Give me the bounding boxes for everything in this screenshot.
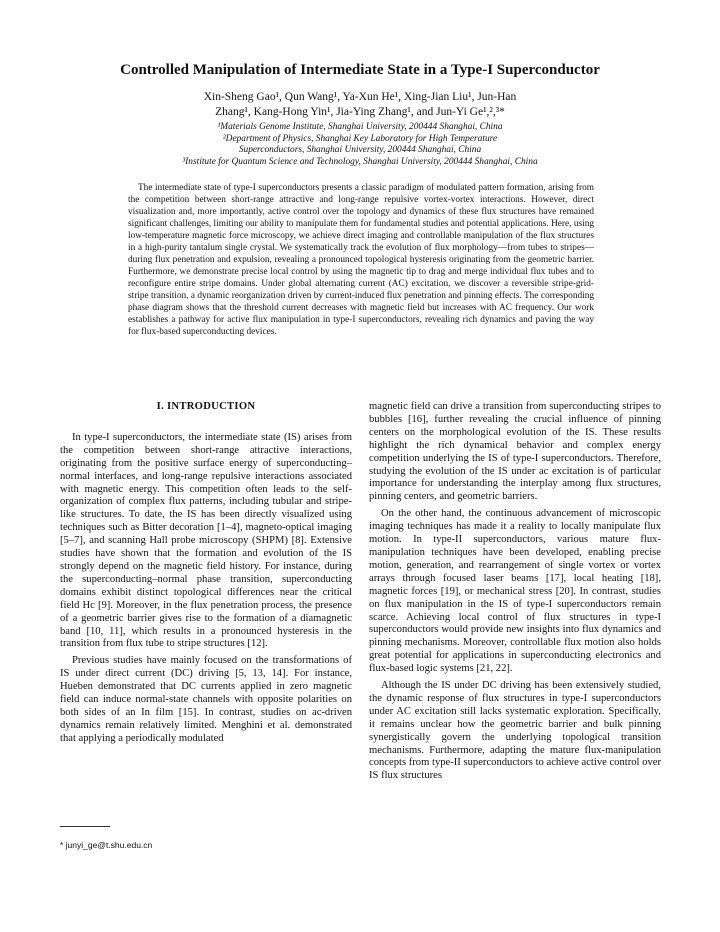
affiliation-line: ¹Materials Genome Institute, Shanghai University, 200444 Shanghai, China [217, 122, 503, 132]
affiliations [110, 122, 610, 168]
body-paragraph: Although the IS under DC driving has been extensively studied, the dynamic response of flux structures in type-I superconductors under AC excitation still lacks systematic exploration. Specifically, it remains unclear how the geometric barrier and bulk pinning synergistically govern the underlying topological transition mechanisms. Furthermore, adapting the mature flux-manipulation concepts from type-II superconductors to achieve active control over IS flux structures [369, 680, 661, 782]
author-list [150, 90, 570, 120]
footnote-divider [60, 826, 110, 827]
author-line: Zhang¹, Kang-Hong Yin¹, Jia-Ying Zhang¹, and Jun-Yi Ge¹,²,³* [215, 106, 505, 118]
footnote-email[interactable]: * junyi_ge@t.shu.edu.cn [60, 840, 153, 850]
section-heading-introduction: I. INTRODUCTION [156, 401, 256, 412]
body-paragraph: In type-I superconductors, the intermediate state (IS) arises from the competition between short-range attractive interactions, originating from the positive surface energy of superconducting–normal interfaces, and long-range repulsive interactions associated with magnetic energy. This competition often leads to the self-organization of complex flux patterns, including tubular and stripe-like structures. To date, the IS has been directly visualized using techniques such as Bitter decoration [1–4], magneto-optical imaging [5–7], and scanning Hall probe microscopy (SHPM) [8]. Extensive studies have shown that the formation and evolution of the IS strongly depend on the magnetic field history. For instance, during the superconducting–normal phase transition, superconducting domains exhibit distinct topological differences near the critical field Hc [9]. Moreover, in the flux penetration process, the presence of a geometric barrier gives rise to the formation of a diamagnetic band [10, 11], which results in a pronounced hysteresis in the transition from flux tube to stripe structures [12]. [60, 431, 352, 650]
left-column [60, 400, 352, 750]
abstract-text: The intermediate state of type-I superconductors presents a classic paradigm of modulated pattern formation, arising from the competition between short-range attractive and long-range repulsive vortex-vortex interactions. However, direct visualization and, more importantly, active control over the topology and dynamics of these flux structures have remained significant challenges, limiting our ability to manipulate them for fundamental studies and potential applications. Here, using low-temperature magnetic force microscopy, we achieve direct imaging and controllable manipulation of the flux structures in a high-purity tantalum single crystal. We systematically track the evolution of flux morphology—from tubes to stripes—during flux penetration and expulsion, revealing a pronounced topological hysteresis originating from the geometric barrier. Furthermore, we demonstrate precise local control by using the magnetic tip to drag and merge individual flux tubes and to reconfigure entire stripe domains. Under global alternating current (AC) excitation, we discover a reversible stripe-grid-stripe transition, a dynamic reorganization driven by current-induced flux penetration and pinning effects. The corresponding phase diagram shows that the threshold current decreases with magnetic field but increases with AC frequency. Our work establishes a pathway for active flux manipulation in type-I superconductors, revealing rich dynamics and paving the way for flux-based superconducting devices. [128, 183, 594, 337]
affiliation-line: ²Department of Physics, Shanghai Key Laboratory for High Temperature [222, 133, 498, 144]
paper-title: Controlled Manipulation of Intermediate State in a Type-I Superconductor [120, 62, 600, 78]
affiliation-line: ³Institute for Quantum Science and Technology, Shanghai University, 200444 Shanghai, China [182, 156, 538, 167]
right-column [369, 401, 661, 787]
author-line: Xin-Sheng Gao¹, Qun Wang¹, Ya-Xun He¹, Xing-Jian Liu¹, Jun-Han [203, 91, 517, 103]
body-paragraph: Previous studies have mainly focused on the transformations of IS under direct current (DC) driving [5, 13, 14]. For instance, Hueben demonstrated that DC currents applied in zero magnetic field can induce normal-state channels with opposite polarities on both sides of an In film [15]. In contrast, studies on ac-driven dynamics remain relatively limited. Menghini et al. demonstrated that applying a periodically modulated [60, 655, 352, 744]
body-paragraph: On the other hand, the continuous advancement of microscopic imaging techniques has made it a reality to locally manipulate flux motion. In type-II superconductors, various mature flux-manipulation techniques have been developed, enabling precise motion, generation, and rearrangement of single vortex or vortex arrays through focused laser beams [17], local heating [18], magnetic forces [19], or mechanical stress [20]. In contrast, studies on flux manipulation in the IS of type-I superconductors remain scarce. Achieving local control of flux structures in type-I superconductors would provide new insights into flux dynamics and pinning mechanisms. Moreover, controllable flux motion also holds great potential for applications in superconducting electronics and flux-based logic systems [21, 22]. [369, 508, 661, 675]
abstract [128, 182, 594, 338]
affiliation-line: Superconductors, Shanghai University, 200444 Shanghai, China [238, 145, 482, 155]
body-paragraph: magnetic field can drive a transition from superconducting stripes to bubbles [16], further revealing the crucial influence of pinning centers on the morphological evolution of the IS. These results highlight the rich dynamical behavior and complex energy competition underlying the IS of type-I superconductors. Therefore, studying the evolution of the IS under ac excitation is of particular importance for understanding the interplay among flux structures, pinning centers, and geometric barriers. [369, 401, 661, 503]
